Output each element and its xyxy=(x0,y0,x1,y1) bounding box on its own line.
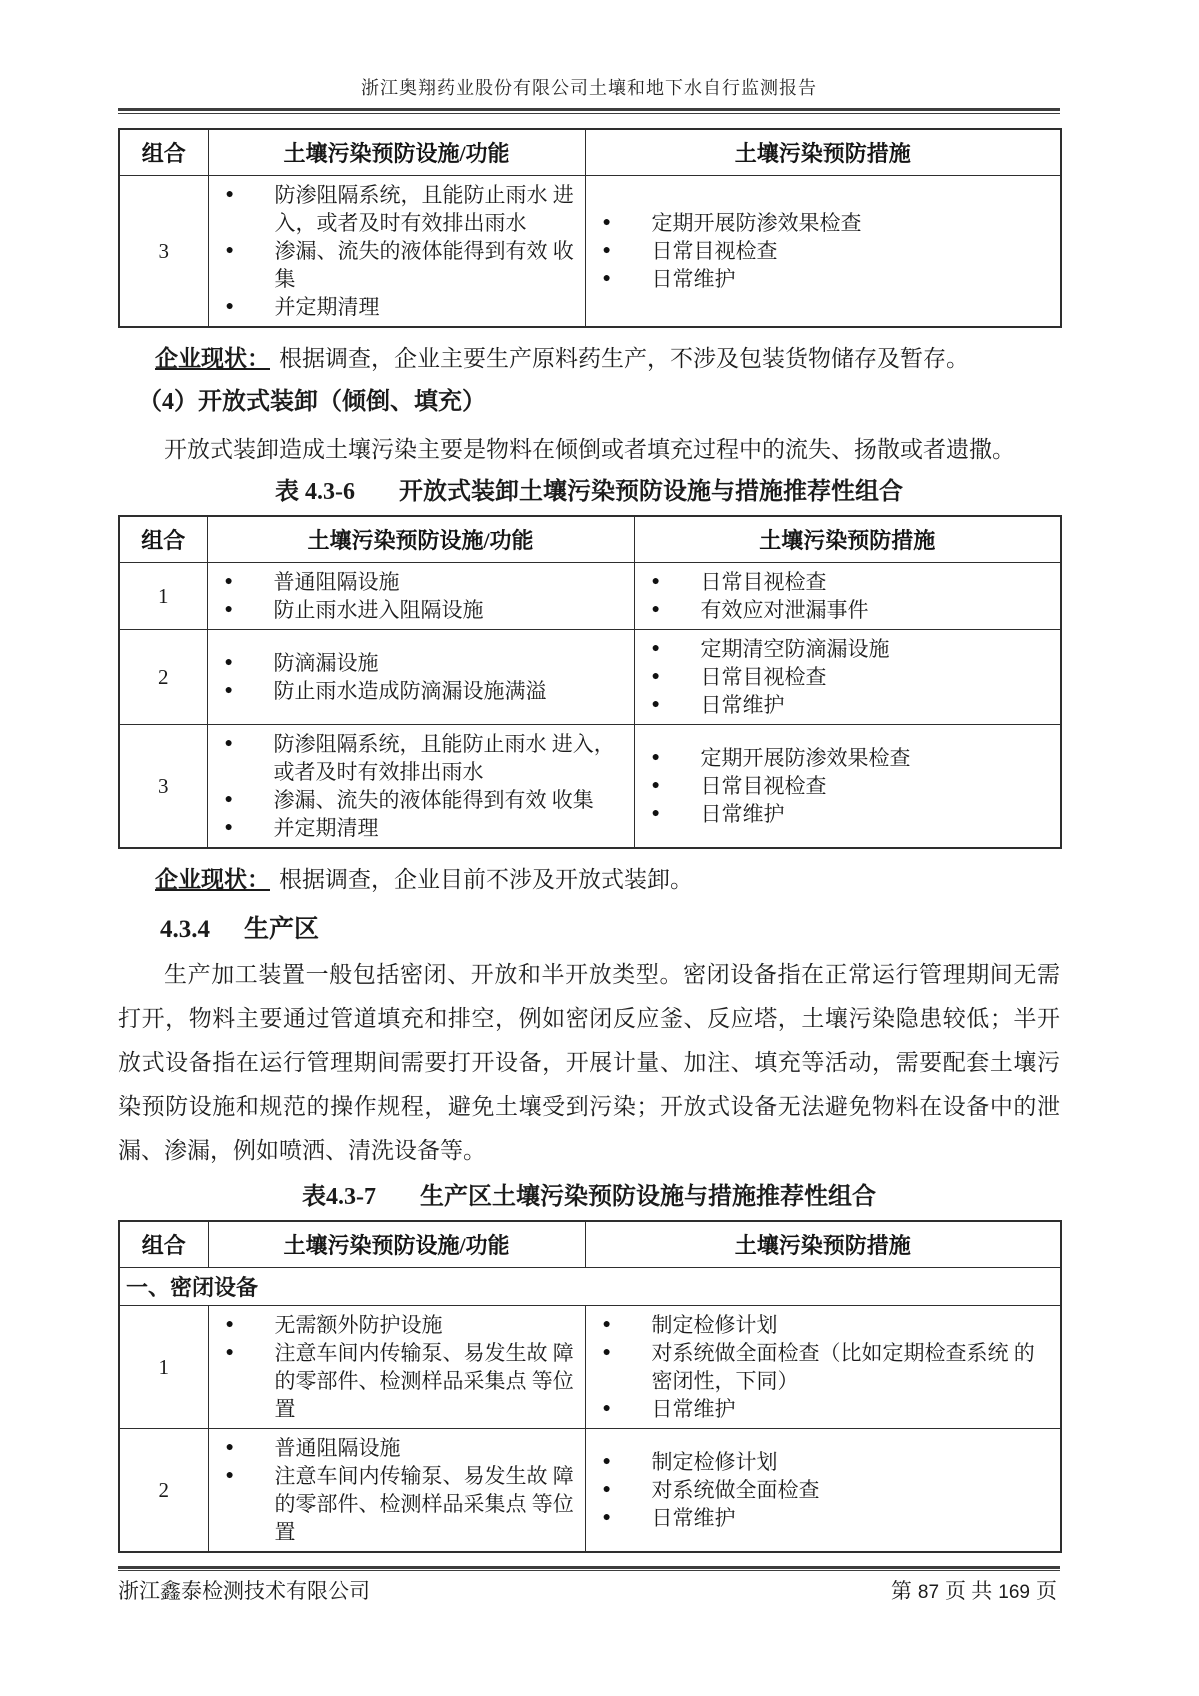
facility-item xyxy=(208,649,628,677)
bullet-icon: ● xyxy=(225,299,234,314)
bullet-icon: ● xyxy=(224,820,233,835)
facility-item xyxy=(208,786,628,814)
measure-text: 定期开展防渗效果检查 xyxy=(700,746,911,770)
enterprise-status-paragraph xyxy=(118,863,1060,897)
open-loading-paragraph: 开放式装卸造成土壤污染主要是物料在倾倒或者填充过程中的流失、扬散或者遗撒。 xyxy=(164,437,1015,462)
measure-list xyxy=(586,1443,1061,1537)
footer-page-info xyxy=(888,1575,1060,1605)
facility-text: 防渗阻隔系统，且能防止雨水 进入，或者及时有效排出雨水 xyxy=(273,732,615,784)
measure-item xyxy=(635,635,1055,663)
measure-text: 日常维护 xyxy=(651,1397,736,1421)
combo-cell: 1 xyxy=(119,563,207,630)
footer-page-label: 页 共 xyxy=(945,1579,993,1603)
bullet-icon: ● xyxy=(602,215,611,230)
footer-total-pages: 169 xyxy=(998,1582,1030,1603)
measure-item xyxy=(586,237,1055,265)
measure-cell xyxy=(634,563,1061,630)
facility-list xyxy=(208,563,634,629)
facility-text: 渗漏、流失的液体能得到有效 收集 xyxy=(273,788,594,812)
table-row xyxy=(119,1429,1061,1553)
section-number: 4.3.4 xyxy=(160,916,210,943)
facility-text: 无需额外防护设施 xyxy=(274,1313,443,1337)
bullet-icon: ● xyxy=(225,187,234,202)
measure-item xyxy=(586,1476,1055,1504)
measure-item xyxy=(635,568,1055,596)
bullet-icon: ● xyxy=(651,750,660,765)
measure-item xyxy=(635,772,1055,800)
facility-text: 防止雨水进入阻隔设施 xyxy=(273,598,484,622)
table-row xyxy=(119,563,1061,630)
table-caption-label: 表4.3-7 xyxy=(302,1184,376,1210)
facility-text: 普通阻隔设施 xyxy=(273,570,400,594)
table-section-row xyxy=(119,1268,1061,1306)
combo-cell: 1 xyxy=(119,1306,208,1429)
measure-list xyxy=(635,563,1061,629)
facility-list xyxy=(208,644,634,710)
page-content xyxy=(118,0,1060,1553)
measure-item xyxy=(586,1339,1055,1395)
measure-text: 定期清空防滴漏设施 xyxy=(700,637,890,661)
facility-item xyxy=(208,730,628,786)
facility-column-header: 土壤污染预防设施/功能 xyxy=(208,129,585,176)
measure-text: 日常目视检查 xyxy=(700,570,827,594)
facility-text: 注意车间内传输泵、易发生故 障的零部件、检测样品采集点 等位置 xyxy=(274,1464,574,1544)
table-row xyxy=(119,176,1061,328)
facility-item xyxy=(209,1462,579,1546)
page-footer xyxy=(118,1566,1060,1605)
status-label: 企业现状： xyxy=(155,867,270,892)
bullet-icon: ● xyxy=(602,1345,611,1360)
bullet-icon: ● xyxy=(651,641,660,656)
measure-cell xyxy=(585,176,1061,328)
bullet-icon: ● xyxy=(225,1440,234,1455)
footer-company: 浙江鑫泰检测技术有限公司 xyxy=(118,1579,370,1603)
measure-text: 日常维护 xyxy=(700,693,785,717)
facility-item xyxy=(209,181,579,237)
facility-item xyxy=(209,237,579,293)
section-heading-open-loading: （4）开放式装卸（倾倒、填充） xyxy=(138,389,486,415)
facility-list xyxy=(209,1306,585,1428)
measure-item xyxy=(586,265,1055,293)
storage-prevention-table-continued xyxy=(118,128,1062,328)
measure-item xyxy=(635,596,1055,624)
measure-text: 日常目视检查 xyxy=(700,774,827,798)
table-header-row xyxy=(119,1221,1061,1268)
table-header-row xyxy=(119,129,1061,176)
footer-page-label: 页 xyxy=(1036,1579,1057,1603)
table-row xyxy=(119,1306,1061,1429)
measure-text: 日常维护 xyxy=(700,802,785,826)
measure-column-header: 土壤污染预防措施 xyxy=(585,1221,1061,1268)
bullet-icon: ● xyxy=(225,243,234,258)
bullet-icon: ● xyxy=(224,736,233,751)
measure-item xyxy=(635,691,1055,719)
combo-column-header: 组合 xyxy=(119,516,207,563)
measure-text: 日常目视检查 xyxy=(651,239,778,263)
table-436-caption xyxy=(118,476,1060,509)
open-loading-prevention-table xyxy=(118,515,1062,849)
bullet-icon: ● xyxy=(651,574,660,589)
facility-list xyxy=(208,725,634,847)
facility-cell xyxy=(207,563,634,630)
bullet-icon: ● xyxy=(651,778,660,793)
measure-cell xyxy=(585,1429,1061,1553)
facility-text: 渗漏、流失的液体能得到有效 收集 xyxy=(274,239,574,291)
measure-item xyxy=(635,800,1055,828)
facility-text: 防渗阻隔系统，且能防止雨水 进入，或者及时有效排出雨水 xyxy=(274,183,574,235)
bullet-icon: ● xyxy=(225,1317,234,1332)
header-rule xyxy=(118,108,1060,114)
bullet-icon: ● xyxy=(225,1468,234,1483)
facility-item xyxy=(208,677,628,705)
combo-cell: 3 xyxy=(119,725,207,849)
section-title: 生产区 xyxy=(244,916,320,943)
facility-text: 注意车间内传输泵、易发生故 障的零部件、检测样品采集点 等位置 xyxy=(274,1341,574,1421)
status-label: 企业现状： xyxy=(155,346,270,371)
bullet-icon: ● xyxy=(602,1482,611,1497)
measure-text: 日常维护 xyxy=(651,267,736,291)
bullet-icon: ● xyxy=(224,602,233,617)
measure-text: 制定检修计划 xyxy=(651,1450,778,1474)
facility-cell xyxy=(208,1429,585,1553)
facility-column-header: 土壤污染预防设施/功能 xyxy=(207,516,634,563)
facility-item xyxy=(208,568,628,596)
facility-cell xyxy=(208,1306,585,1429)
section-cell: 一、密闭设备 xyxy=(119,1268,1061,1306)
combo-cell: 3 xyxy=(119,176,208,328)
measure-list xyxy=(635,630,1061,724)
table-row xyxy=(119,725,1061,849)
facility-text: 并定期清理 xyxy=(274,295,380,319)
enterprise-status-paragraph xyxy=(118,342,1060,376)
bullet-icon: ● xyxy=(224,683,233,698)
facility-text: 并定期清理 xyxy=(273,816,379,840)
bullet-icon: ● xyxy=(602,1401,611,1416)
table-caption-label: 表 4.3-6 xyxy=(275,479,355,505)
measure-text: 对系统做全面检查（比如定期检查系统 的密闭性，下同） xyxy=(651,1341,1035,1393)
facility-item xyxy=(209,1339,579,1423)
facility-item xyxy=(209,1311,579,1339)
measure-item xyxy=(635,744,1055,772)
facility-item xyxy=(209,293,579,321)
measure-list xyxy=(586,204,1061,298)
facility-item xyxy=(208,814,628,842)
measure-text: 对系统做全面检查 xyxy=(651,1478,820,1502)
bullet-icon: ● xyxy=(602,1454,611,1469)
table-437-caption xyxy=(118,1181,1060,1214)
measure-item xyxy=(586,1448,1055,1476)
page-header-title: 浙江奥翔药业股份有限公司土壤和地下水自行监测报告 xyxy=(361,78,817,98)
production-area-prevention-table xyxy=(118,1220,1062,1553)
measure-list xyxy=(635,739,1061,833)
bullet-icon: ● xyxy=(651,806,660,821)
bullet-icon: ● xyxy=(225,1345,234,1360)
measure-item xyxy=(586,209,1055,237)
facility-list xyxy=(209,1429,585,1551)
measure-column-header: 土壤污染预防措施 xyxy=(634,516,1061,563)
facility-column-header: 土壤污染预防设施/功能 xyxy=(208,1221,585,1268)
bullet-icon: ● xyxy=(224,655,233,670)
bullet-icon: ● xyxy=(602,1317,611,1332)
measure-item xyxy=(586,1311,1055,1339)
footer-page-label: 第 xyxy=(890,1579,912,1603)
production-area-paragraph: 生产加工装置一般包括密闭、开放和半开放类型。密闭设备指在正常运行管理期间无需打开，物料主要通过管道填充和排空，例如密闭反应釜、反应塔，土壤污染隐患较低；半开放式设备指在运行管理期间需要打开设备，开展计量、加注、填充等活动，需要配套土壤污染预防设施和规范的操作规程，避免土壤受到污染；开放式设备无法避免物料在设备中的泄漏、渗漏，例如喷洒、清洗设备等。 xyxy=(118,962,1060,1163)
measure-cell xyxy=(634,725,1061,849)
measure-item xyxy=(586,1395,1055,1423)
bullet-icon: ● xyxy=(651,602,660,617)
combo-cell: 2 xyxy=(119,630,207,725)
measure-text: 日常维护 xyxy=(651,1506,736,1530)
bullet-icon: ● xyxy=(602,271,611,286)
section-heading-production-area xyxy=(118,913,1060,947)
facility-list xyxy=(209,176,585,326)
status-text: 根据调查，企业主要生产原料药生产，不涉及包装货物储存及暂存。 xyxy=(279,346,969,371)
combo-cell: 2 xyxy=(119,1429,208,1553)
measure-column-header: 土壤污染预防措施 xyxy=(585,129,1061,176)
facility-text: 普通阻隔设施 xyxy=(274,1436,401,1460)
measure-item xyxy=(635,663,1055,691)
bullet-icon: ● xyxy=(602,243,611,258)
measure-cell xyxy=(634,630,1061,725)
bullet-icon: ● xyxy=(651,669,660,684)
measure-text: 日常目视检查 xyxy=(700,665,827,689)
measure-text: 定期开展防渗效果检查 xyxy=(651,211,862,235)
facility-text: 防止雨水造成防滴漏设施满溢 xyxy=(273,679,547,703)
bullet-icon: ● xyxy=(651,697,660,712)
table-caption-title: 生产区土壤污染预防设施与措施推荐性组合 xyxy=(420,1184,876,1210)
facility-item xyxy=(209,1434,579,1462)
table-caption-title: 开放式装卸土壤污染预防设施与措施推荐性组合 xyxy=(399,479,903,505)
measure-text: 制定检修计划 xyxy=(651,1313,778,1337)
facility-item xyxy=(208,596,628,624)
measure-list xyxy=(586,1306,1061,1428)
bullet-icon: ● xyxy=(224,792,233,807)
footer-page-number: 87 xyxy=(917,1582,940,1603)
bullet-icon: ● xyxy=(602,1510,611,1525)
measure-text: 有效应对泄漏事件 xyxy=(700,598,869,622)
footer-rule xyxy=(118,1566,1060,1571)
status-text: 根据调查，企业目前不涉及开放式装卸。 xyxy=(279,867,693,892)
bullet-icon: ● xyxy=(224,574,233,589)
facility-cell xyxy=(207,630,634,725)
facility-cell xyxy=(207,725,634,849)
table-row xyxy=(119,630,1061,725)
combo-column-header: 组合 xyxy=(119,129,208,176)
measure-item xyxy=(586,1504,1055,1532)
table-header-row xyxy=(119,516,1061,563)
measure-cell xyxy=(585,1306,1061,1429)
facility-text: 防滴漏设施 xyxy=(273,651,379,675)
combo-column-header: 组合 xyxy=(119,1221,208,1268)
facility-cell xyxy=(208,176,585,328)
